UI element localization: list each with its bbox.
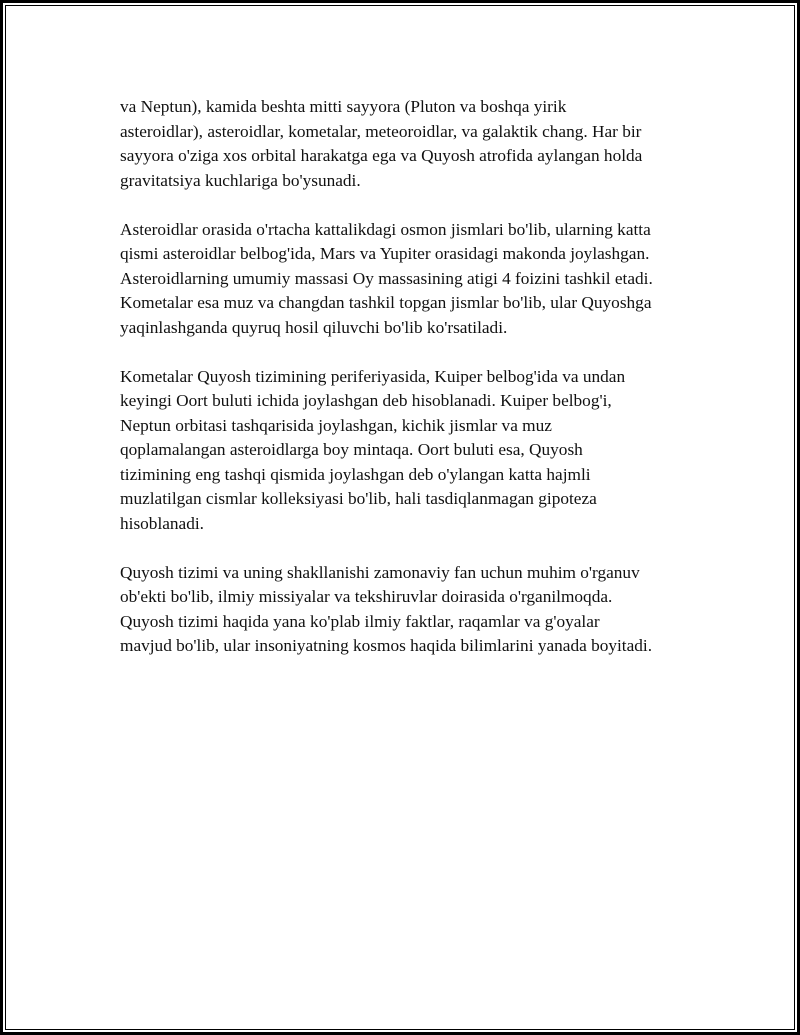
text-line: Quyosh tizimi haqida yana ko'plab ilmiy faktlar, raqamlar va g'oyalar — [120, 611, 600, 631]
paragraph-2 — [120, 218, 705, 341]
text-line: keyingi Oort buluti ichida joylashgan deb hisoblanadi. Kuiper belbog'i, — [120, 391, 612, 410]
paragraph-4 — [120, 561, 705, 659]
text-line: hisoblanadi. — [120, 513, 204, 533]
document-body — [120, 95, 705, 683]
text-line: mavjud bo'lib, ular insoniyatning kosmos haqida bilimlarini yanada boyitadi. — [120, 636, 653, 655]
text-line: asteroidlar), asteroidlar, kometalar, meteoroidlar, va galaktik chang. Har bir — [120, 121, 642, 141]
text-line: muzlatilgan cismlar kolleksiyasi bo'lib, hali tasdiqlanmagan gipoteza — [120, 489, 597, 508]
text-line: va Neptun), kamida beshta mitti sayyora (Pluton va boshqa yirik — [120, 97, 567, 116]
text-line: Asteroidlar orasida o'rtacha kattalikdagi osmon jismlari bo'lib, ularning katta — [120, 219, 651, 239]
text-line: tizimining eng tashqi qismida joylashgan deb o'ylangan katta hajmli — [120, 464, 591, 484]
text-line: Quyosh tizimi va uning shakllanishi zamonaviy fan uchun muhim o'rganuv — [120, 562, 640, 582]
text-line: Asteroidlarning umumiy massasi Oy massasining atigi 4 foizini tashkil etadi. — [120, 268, 653, 288]
text-line: Kometalar Quyosh tizimining periferiyasida, Kuiper belbog'ida va undan — [120, 366, 626, 386]
text-line: Kometalar esa muz va changdan tashkil topgan jismlar bo'lib, ular Quyoshga — [120, 293, 652, 312]
text-line: qismi asteroidlar belbog'ida, Mars va Yupiter orasidagi makonda joylashgan. — [120, 244, 650, 263]
text-line: ob'ekti bo'lib, ilmiy missiyalar va tekshiruvlar doirasida o'rganilmoqda. — [120, 587, 613, 606]
text-line: yaqinlashganda quyruq hosil qiluvchi bo'lib ko'rsatiladi. — [120, 317, 508, 337]
paragraph-3 — [120, 365, 705, 537]
text-line: qoplamalangan asteroidlarga boy mintaqa. Oort buluti esa, Quyosh — [120, 440, 583, 459]
text-line: sayyora o'ziga xos orbital harakatga ega va Quyosh atrofida aylangan holda — [120, 146, 643, 165]
paragraph-1 — [120, 95, 705, 193]
text-line: gravitatsiya kuchlariga bo'ysunadi. — [120, 170, 361, 190]
text-line: Neptun orbitasi tashqarisida joylashgan, kichik jismlar va muz — [120, 415, 552, 435]
